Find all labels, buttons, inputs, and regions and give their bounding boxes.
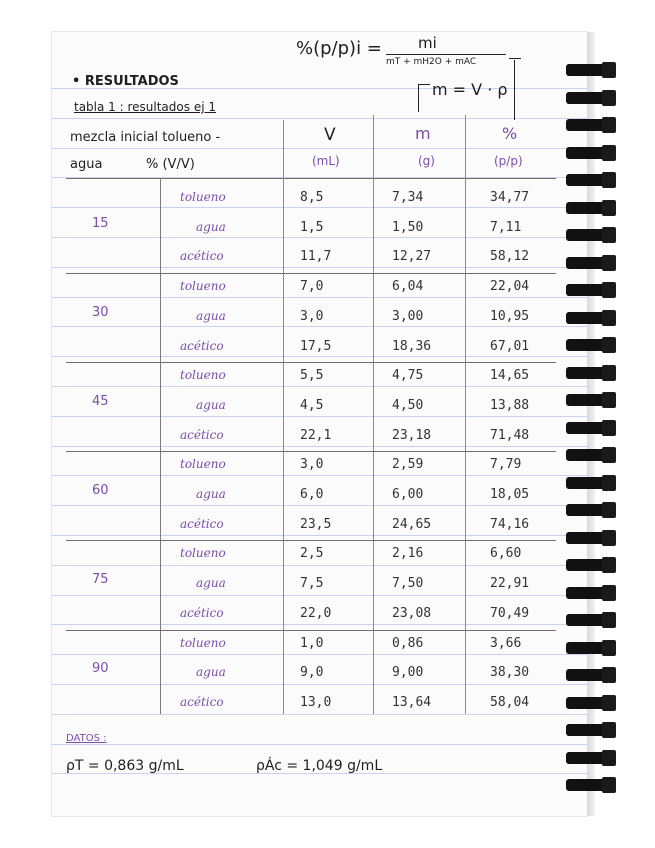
cell-v: 3,0 xyxy=(300,457,324,473)
formula-numerator: mi xyxy=(418,34,437,52)
component-name: tolueno xyxy=(180,279,226,294)
col-divider-p xyxy=(465,115,466,714)
spiral-ring xyxy=(566,394,612,406)
ruled-line xyxy=(52,595,587,596)
cell-m: 2,59 xyxy=(392,457,424,473)
spiral-ring xyxy=(566,367,612,379)
cell-p: 58,04 xyxy=(490,694,530,710)
ruled-line xyxy=(52,237,587,238)
component-name: tolueno xyxy=(180,190,226,204)
header-p-label: % xyxy=(502,124,518,143)
spiral-ring xyxy=(566,532,612,544)
relation-arrow xyxy=(514,60,515,120)
cell-p: 7,11 xyxy=(490,219,522,235)
spiral-ring xyxy=(566,119,612,131)
component-name: agua xyxy=(196,308,226,323)
ruled-line xyxy=(52,267,587,268)
ruled-line xyxy=(52,207,587,208)
cell-v: 4,5 xyxy=(300,397,324,413)
cell-p: 10,95 xyxy=(490,308,530,324)
results-heading: • RESULTADOS xyxy=(72,74,179,89)
component-name: acético xyxy=(180,338,224,353)
col-divider-v xyxy=(283,120,284,714)
group-label: 30 xyxy=(92,304,109,320)
cell-m: 18,36 xyxy=(392,338,432,354)
cell-p: 18,05 xyxy=(490,487,530,502)
header-v-unit: (mL) xyxy=(312,154,340,168)
cell-v: 7,5 xyxy=(300,576,324,592)
component-name: agua xyxy=(196,219,226,234)
cell-v: 23,5 xyxy=(300,516,332,532)
cell-m: 12,27 xyxy=(392,249,432,265)
spiral-ring xyxy=(566,147,612,159)
spiral-ring xyxy=(566,339,612,351)
spiral-ring xyxy=(566,504,612,516)
component-name: agua xyxy=(196,397,226,412)
spiral-ring xyxy=(566,559,612,571)
header-col1-line2: agua xyxy=(70,157,103,172)
table-caption: tabla 1 : resultados ej 1 xyxy=(74,100,216,114)
header-p-unit: (p/p) xyxy=(494,154,523,168)
component-name: acético xyxy=(180,516,224,531)
cell-m: 13,64 xyxy=(392,694,432,710)
header-v-label: V xyxy=(324,125,336,145)
group-separator xyxy=(66,630,556,631)
component-name: acético xyxy=(180,427,224,442)
header-col1-unit: % (V/V) xyxy=(146,157,195,172)
cell-p: 14,65 xyxy=(490,368,530,384)
cell-m: 7,50 xyxy=(392,576,424,592)
fraction-bar xyxy=(386,54,506,55)
cell-m: 24,65 xyxy=(392,516,432,532)
spiral-ring xyxy=(566,642,612,654)
cell-m: 2,16 xyxy=(392,546,424,562)
component-name: acético xyxy=(180,605,224,620)
ruled-line xyxy=(52,297,587,298)
group-label: 90 xyxy=(92,661,109,677)
header-m-unit: (g) xyxy=(418,154,435,168)
spiral-ring xyxy=(566,257,612,269)
ruled-line xyxy=(52,356,587,357)
cell-p: 6,60 xyxy=(490,546,522,562)
component-name: tolueno xyxy=(180,457,226,472)
group-label: 60 xyxy=(92,483,109,498)
cell-v: 3,0 xyxy=(300,308,324,324)
cell-m: 9,00 xyxy=(392,665,424,681)
spiral-ring xyxy=(566,752,612,764)
cell-p: 13,88 xyxy=(490,397,530,413)
header-col1-line1: mezcla inicial tolueno - xyxy=(70,130,221,145)
cell-v: 7,0 xyxy=(300,279,324,295)
ruled-line xyxy=(52,565,587,566)
cell-v: 2,5 xyxy=(300,546,324,562)
ruled-line xyxy=(52,416,587,417)
formula-denominator: mT + mH2O + mAC xyxy=(386,57,477,67)
spiral-ring xyxy=(566,669,612,681)
cell-m: 4,75 xyxy=(392,368,424,384)
ruled-line xyxy=(52,446,587,447)
ruled-line xyxy=(52,326,587,327)
cell-m: 7,34 xyxy=(392,190,424,205)
group-separator xyxy=(66,540,556,541)
ruled-line xyxy=(52,654,587,655)
group-label: 75 xyxy=(92,572,109,588)
cell-p: 67,01 xyxy=(490,338,530,354)
cell-v: 22,0 xyxy=(300,605,332,621)
header-bottom-line xyxy=(66,178,556,179)
cell-v: 6,0 xyxy=(300,487,324,502)
relation-bracket-top xyxy=(418,84,430,85)
spiral-ring xyxy=(566,202,612,214)
cell-m: 1,50 xyxy=(392,219,424,235)
cell-p: 70,49 xyxy=(490,605,530,621)
ruled-line xyxy=(52,684,587,685)
ruled-line xyxy=(52,148,587,149)
cell-m: 6,04 xyxy=(392,279,424,295)
spiral-ring xyxy=(566,174,612,186)
ruled-line xyxy=(52,624,587,625)
group-label: 45 xyxy=(92,393,109,409)
spiral-ring xyxy=(566,229,612,241)
spiral-ring xyxy=(566,724,612,736)
cell-v: 1,0 xyxy=(300,635,324,651)
ruled-line xyxy=(52,475,587,476)
cell-v: 22,1 xyxy=(300,427,332,443)
group-label: 15 xyxy=(92,215,109,231)
component-name: acético xyxy=(180,249,224,264)
ruled-line xyxy=(52,118,587,119)
cell-p: 22,91 xyxy=(490,576,530,592)
group-separator xyxy=(66,273,556,274)
spiral-ring xyxy=(566,614,612,626)
ruled-line xyxy=(52,714,587,715)
spiral-ring xyxy=(566,284,612,296)
cell-v: 9,0 xyxy=(300,665,324,681)
component-name: agua xyxy=(196,665,226,680)
component-name: tolueno xyxy=(180,546,226,561)
ruled-line xyxy=(52,505,587,506)
relation-arrow-tip xyxy=(509,58,521,59)
spiral-ring xyxy=(566,697,612,709)
cell-p: 7,79 xyxy=(490,457,522,473)
cell-p: 34,77 xyxy=(490,190,530,205)
component-name: tolueno xyxy=(180,635,226,650)
group-separator xyxy=(66,362,556,363)
datos-rho-ac: ρÁc = 1,049 g/mL xyxy=(256,758,383,774)
cell-p: 22,04 xyxy=(490,279,530,295)
spiral-ring xyxy=(566,92,612,104)
component-name: agua xyxy=(196,576,226,591)
spiral-ring xyxy=(566,477,612,489)
header-m-label: m xyxy=(415,124,431,143)
group-separator xyxy=(66,451,556,452)
datos-rho-t: ρT = 0,863 g/mL xyxy=(66,758,184,774)
cell-p: 71,48 xyxy=(490,427,530,443)
formula-lhs: %(p/p)i = xyxy=(296,38,382,59)
cell-m: 23,08 xyxy=(392,605,432,621)
relation-bracket xyxy=(418,84,419,112)
cell-p: 58,12 xyxy=(490,249,530,265)
spiral-ring xyxy=(566,587,612,599)
ruled-line xyxy=(52,386,587,387)
cell-v: 11,7 xyxy=(300,249,332,265)
cell-p: 3,66 xyxy=(490,635,522,651)
ruled-line xyxy=(52,744,587,745)
component-name: agua xyxy=(196,487,226,501)
cell-m: 4,50 xyxy=(392,397,424,413)
cell-v: 8,5 xyxy=(300,190,324,205)
spiral-ring xyxy=(566,779,612,791)
cell-v: 17,5 xyxy=(300,338,332,354)
cell-m: 3,00 xyxy=(392,308,424,324)
cell-m: 0,86 xyxy=(392,635,424,651)
cell-v: 13,0 xyxy=(300,694,332,710)
formula-relation: m = V · ρ xyxy=(432,80,508,99)
spiral-ring xyxy=(566,449,612,461)
datos-label: DATOS : xyxy=(66,733,107,744)
col-divider-group xyxy=(160,178,161,714)
component-name: tolueno xyxy=(180,368,226,383)
spiral-ring xyxy=(566,422,612,434)
cell-p: 74,16 xyxy=(490,516,530,532)
cell-m: 6,00 xyxy=(392,487,424,502)
cell-m: 23,18 xyxy=(392,427,432,443)
component-name: acético xyxy=(180,694,224,709)
spiral-ring xyxy=(566,64,612,76)
cell-v: 5,5 xyxy=(300,368,324,384)
cell-v: 1,5 xyxy=(300,219,324,235)
spiral-ring xyxy=(566,312,612,324)
cell-p: 38,30 xyxy=(490,665,530,681)
col-divider-m xyxy=(373,115,374,714)
ruled-line xyxy=(52,535,587,536)
